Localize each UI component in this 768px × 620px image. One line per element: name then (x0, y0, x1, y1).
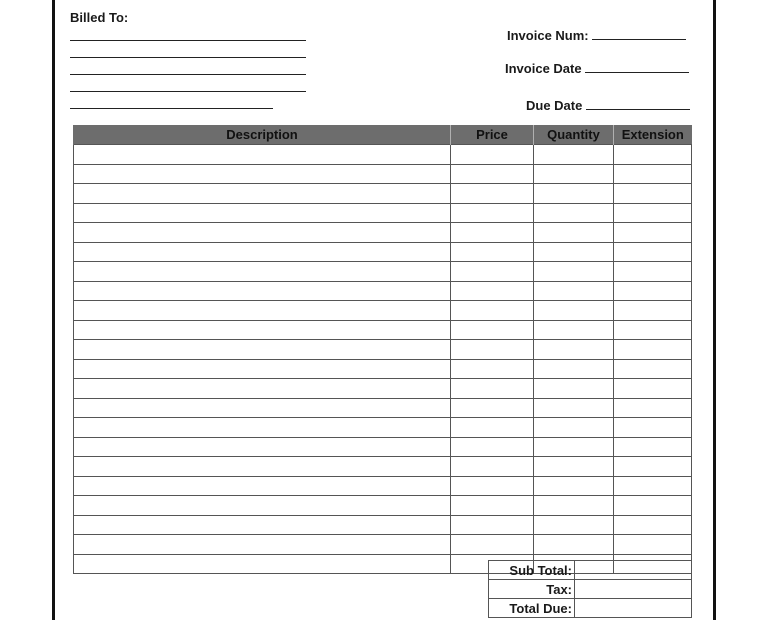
tax-row (489, 580, 692, 599)
col-extension-header: Extension (614, 125, 692, 145)
description-cell[interactable] (74, 301, 451, 321)
page-border-left (52, 0, 55, 620)
table-row (74, 418, 692, 438)
total-due-row (489, 599, 692, 618)
quantity-cell[interactable] (534, 359, 614, 379)
quantity-cell[interactable] (534, 340, 614, 360)
billed-to-label: Billed To: (70, 10, 129, 25)
quantity-cell[interactable] (534, 535, 614, 555)
price-cell[interactable] (451, 164, 534, 184)
price-cell[interactable] (451, 145, 534, 165)
table-row (74, 281, 692, 301)
table-row (74, 515, 692, 535)
col-quantity-header: Quantity (534, 125, 614, 145)
description-cell[interactable] (74, 437, 451, 457)
table-row (74, 437, 692, 457)
table-row (74, 535, 692, 555)
quantity-cell[interactable] (534, 281, 614, 301)
due-date-field[interactable] (586, 97, 690, 110)
table-row (74, 242, 692, 262)
description-cell[interactable] (74, 145, 451, 165)
description-cell[interactable] (74, 262, 451, 282)
billed-to-line-2[interactable] (70, 57, 306, 58)
extension-cell[interactable] (614, 145, 692, 165)
extension-cell[interactable] (614, 496, 692, 516)
quantity-cell[interactable] (534, 301, 614, 321)
description-cell[interactable] (74, 554, 451, 574)
subtotal-label: Sub Total: (489, 561, 575, 580)
invoice-date-label: Invoice Date (505, 61, 582, 76)
subtotal-value-cell[interactable] (575, 561, 692, 580)
description-cell[interactable] (74, 164, 451, 184)
billed-to-line-3[interactable] (70, 74, 306, 75)
price-cell[interactable] (451, 398, 534, 418)
billed-to-line-4[interactable] (70, 91, 306, 92)
price-cell[interactable] (451, 223, 534, 243)
col-description-header: Description (74, 125, 451, 145)
description-cell[interactable] (74, 398, 451, 418)
invoice-date-row (505, 60, 689, 76)
extension-cell[interactable] (614, 398, 692, 418)
table-row (74, 301, 692, 321)
price-cell[interactable] (451, 418, 534, 438)
table-row (74, 203, 692, 223)
quantity-cell[interactable] (534, 418, 614, 438)
description-cell[interactable] (74, 535, 451, 555)
extension-cell[interactable] (614, 242, 692, 262)
table-row (74, 457, 692, 477)
table-row (74, 262, 692, 282)
price-cell[interactable] (451, 359, 534, 379)
description-cell[interactable] (74, 515, 451, 535)
extension-cell[interactable] (614, 340, 692, 360)
extension-cell[interactable] (614, 535, 692, 555)
extension-cell[interactable] (614, 359, 692, 379)
price-cell[interactable] (451, 496, 534, 516)
invoice-num-row (507, 27, 686, 43)
description-cell[interactable] (74, 496, 451, 516)
table-row (74, 359, 692, 379)
description-cell[interactable] (74, 203, 451, 223)
extension-cell[interactable] (614, 515, 692, 535)
billed-to-line-5[interactable] (70, 108, 273, 109)
tax-value-cell[interactable] (575, 580, 692, 599)
price-cell[interactable] (451, 515, 534, 535)
price-cell[interactable] (451, 242, 534, 262)
table-row (74, 496, 692, 516)
quantity-cell[interactable] (534, 145, 614, 165)
invoice-num-field[interactable] (592, 27, 686, 40)
price-cell[interactable] (451, 301, 534, 321)
table-row (74, 398, 692, 418)
extension-cell[interactable] (614, 418, 692, 438)
quantity-cell[interactable] (534, 476, 614, 496)
totals-table (488, 560, 692, 618)
table-row (74, 320, 692, 340)
description-cell[interactable] (74, 320, 451, 340)
extension-cell[interactable] (614, 164, 692, 184)
total-due-value-cell[interactable] (575, 599, 692, 618)
description-cell[interactable] (74, 340, 451, 360)
price-cell[interactable] (451, 379, 534, 399)
description-cell[interactable] (74, 184, 451, 204)
table-row (74, 476, 692, 496)
price-cell[interactable] (451, 262, 534, 282)
description-cell[interactable] (74, 457, 451, 477)
quantity-cell[interactable] (534, 203, 614, 223)
description-cell[interactable] (74, 379, 451, 399)
extension-cell[interactable] (614, 203, 692, 223)
quantity-cell[interactable] (534, 184, 614, 204)
extension-cell[interactable] (614, 476, 692, 496)
col-price-header: Price (451, 125, 534, 145)
price-cell[interactable] (451, 437, 534, 457)
description-cell[interactable] (74, 359, 451, 379)
extension-cell[interactable] (614, 281, 692, 301)
table-row (74, 340, 692, 360)
line-items-header (74, 125, 692, 145)
quantity-cell[interactable] (534, 398, 614, 418)
extension-cell[interactable] (614, 184, 692, 204)
quantity-cell[interactable] (534, 262, 614, 282)
description-cell[interactable] (74, 281, 451, 301)
price-cell[interactable] (451, 184, 534, 204)
quantity-cell[interactable] (534, 496, 614, 516)
billed-to-line-1[interactable] (70, 40, 306, 41)
extension-cell[interactable] (614, 457, 692, 477)
invoice-date-field[interactable] (585, 60, 689, 73)
price-cell[interactable] (451, 203, 534, 223)
price-cell[interactable] (451, 457, 534, 477)
table-row (74, 184, 692, 204)
table-row (74, 379, 692, 399)
quantity-cell[interactable] (534, 379, 614, 399)
due-date-row (526, 97, 690, 113)
price-cell[interactable] (451, 320, 534, 340)
description-cell[interactable] (74, 476, 451, 496)
description-cell[interactable] (74, 223, 451, 243)
quantity-cell[interactable] (534, 242, 614, 262)
table-row (74, 164, 692, 184)
extension-cell[interactable] (614, 262, 692, 282)
table-row (74, 223, 692, 243)
quantity-cell[interactable] (534, 320, 614, 340)
price-cell[interactable] (451, 340, 534, 360)
tax-label: Tax: (489, 580, 575, 599)
extension-cell[interactable] (614, 320, 692, 340)
price-cell[interactable] (451, 281, 534, 301)
quantity-cell[interactable] (534, 164, 614, 184)
quantity-cell[interactable] (534, 515, 614, 535)
invoice-num-label: Invoice Num: (507, 28, 589, 43)
description-cell[interactable] (74, 418, 451, 438)
quantity-cell[interactable] (534, 457, 614, 477)
table-row (74, 145, 692, 165)
description-cell[interactable] (74, 242, 451, 262)
line-items-table (73, 125, 692, 574)
extension-cell[interactable] (614, 437, 692, 457)
quantity-cell[interactable] (534, 437, 614, 457)
extension-cell[interactable] (614, 301, 692, 321)
total-due-label: Total Due: (489, 599, 575, 618)
quantity-cell[interactable] (534, 223, 614, 243)
subtotal-row (489, 561, 692, 580)
extension-cell[interactable] (614, 379, 692, 399)
due-date-label: Due Date (526, 98, 583, 113)
price-cell[interactable] (451, 535, 534, 555)
price-cell[interactable] (451, 476, 534, 496)
extension-cell[interactable] (614, 223, 692, 243)
page-border-right (713, 0, 716, 620)
